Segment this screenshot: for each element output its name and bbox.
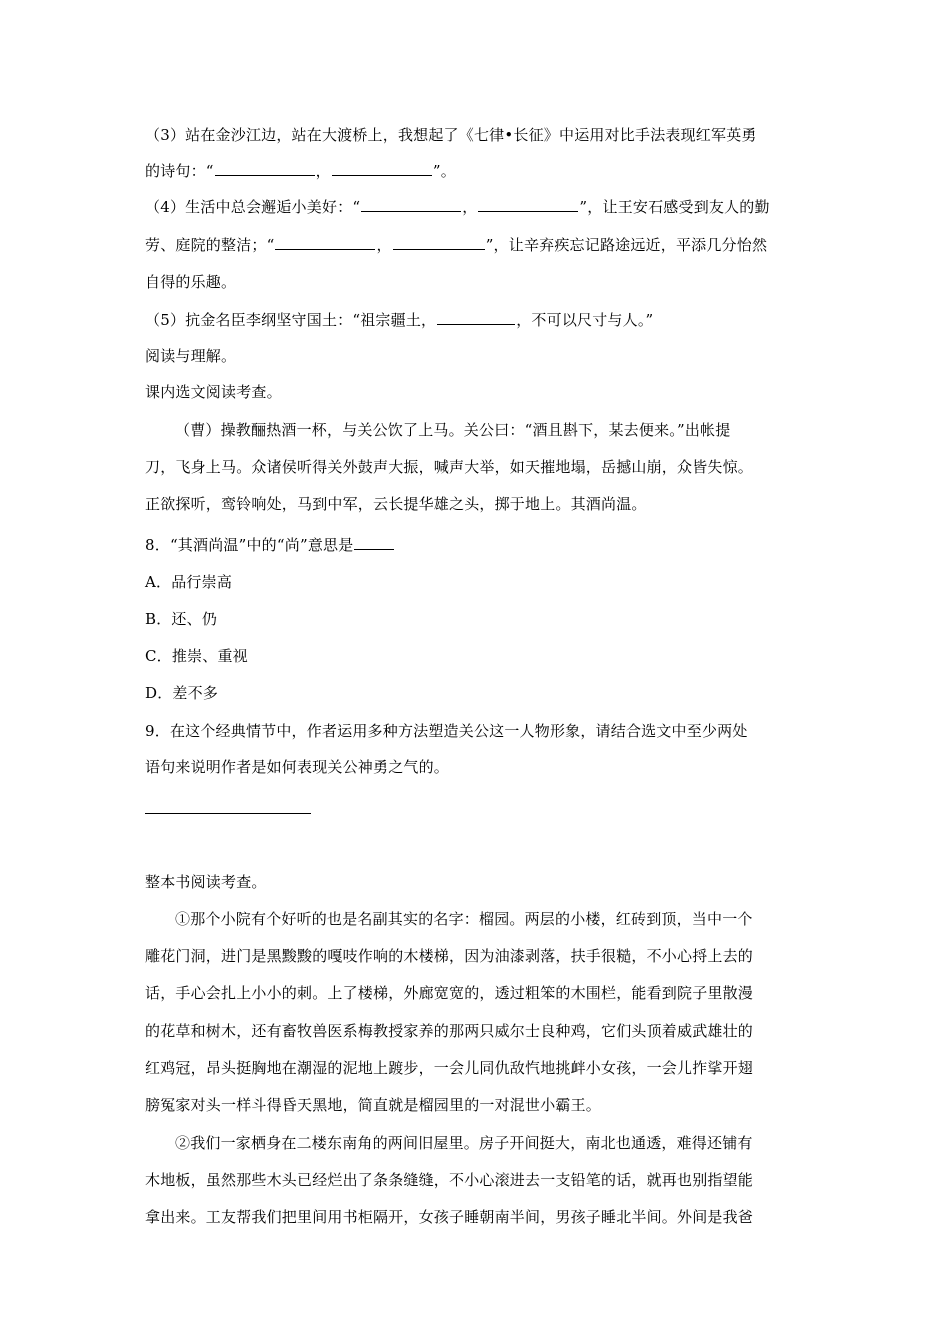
q3-text-separator: ， <box>315 162 331 180</box>
passage1-line-3: 正欲探听，鸾铃响处，马到中军，云长提华雄之头，掷于地上。其酒尚温。 <box>145 495 647 513</box>
q8-stem: 8．“其酒尚温”中的“尚”意思是 <box>145 536 354 554</box>
q4-blank-1[interactable] <box>361 197 461 212</box>
passage2-p2-line-2: 木地板，虽然那些木头已经烂出了条条缝缝，不小心滚进去一支铅笔的话，就再也别指望能 <box>145 1171 754 1189</box>
q4-blank-4[interactable] <box>393 235 485 250</box>
q4-text-prefix-2: 劳、庭院的整洁；“ <box>145 236 275 254</box>
q3-blank-2[interactable] <box>332 161 432 176</box>
q5-text-suffix: ，不可以尺寸与人。” <box>516 311 654 329</box>
section-reading-heading: 阅读与理解。 <box>145 347 237 365</box>
q4-text-separator: ， <box>462 198 478 216</box>
q8-option-a[interactable]: A．品行崇高 <box>145 573 233 591</box>
q3-text-prefix: 的诗句：“ <box>145 162 214 180</box>
passage2-p1-line-1: ①那个小院有个好听的也是名副其实的名字：榴园。两层的小楼，红砖到顶，当中一个 <box>175 910 753 928</box>
q4-text-suffix-2: ”，让辛弃疾忘记路途远近，平添几分怡然 <box>485 236 768 254</box>
q9-line-1: 9．在这个经典情节中，作者运用多种方法塑造关公这一人物形象，请结合选文中至少两处 <box>145 722 748 740</box>
passage2-p2-line-1: ②我们一家栖身在二楼东南角的两间旧屋里。房子开间挺大，南北也通透，难得还铺有 <box>175 1134 753 1152</box>
q4-text-separator-2: ， <box>376 236 392 254</box>
q8-blank[interactable] <box>354 535 394 550</box>
q8-option-b[interactable]: B．还、仍 <box>145 610 218 628</box>
q4-text-suffix: ”，让王安石感受到友人的勤 <box>579 198 770 216</box>
q5-text-prefix: （5）抗金名臣李纲坚守国土：“祖宗疆土， <box>145 311 437 329</box>
q8-option-d[interactable]: D．差不多 <box>145 684 219 702</box>
q4-line-1 <box>145 197 815 217</box>
passage2-p1-line-5: 红鸡冠，昂头挺胸地在潮湿的泥地上踱步，一会儿同仇敌忾地挑衅小女孩，一会儿拃挲开翅 <box>145 1059 754 1077</box>
q5-blank[interactable] <box>437 310 515 325</box>
passage1-line-1: （曹）操教酾热酒一杯，与关公饮了上马。关公曰：“酒且斟下，某去便来。”出帐提 <box>175 421 731 439</box>
q3-blank-1[interactable] <box>215 161 315 176</box>
passage1-line-2: 刀，飞身上马。众诸侯听得关外鼓声大振，喊声大举，如天摧地塌，岳撼山崩，众皆失惊。 <box>145 458 754 476</box>
q5-line <box>145 310 815 330</box>
section-wholebook-heading: 整本书阅读考查。 <box>145 873 267 891</box>
q3-text: （3）站在金沙江边，站在大渡桥上，我想起了《七律•长征》中运用对比手法表现红军英勇 <box>145 126 757 144</box>
q4-text-prefix: （4）生活中总会邂逅小美好：“ <box>145 198 361 216</box>
q4-line-2 <box>145 235 815 255</box>
q4-text-end: 自得的乐趣。 <box>145 273 237 291</box>
passage2-p2-line-3: 拿出来。工友帮我们把里间用书柜隔开，女孩子睡朝南半间，男孩子睡北半间。外间是我爸 <box>145 1208 754 1226</box>
q9-answer-line[interactable] <box>145 813 311 814</box>
passage2-p1-line-2: 雕花门洞，进门是黑黢黢的嘎吱作响的木楼梯，因为油漆剥落，扶手很糙，不小心捋上去的 <box>145 947 754 965</box>
q3-text-suffix: ”。 <box>432 162 456 180</box>
q3-line-1 <box>145 125 815 145</box>
passage2-p1-line-4: 的花草和树木，还有畜牧兽医系梅教授家养的那两只威尔士良种鸡，它们头顶着威武雄壮的 <box>145 1022 754 1040</box>
section-inclass-heading: 课内选文阅读考查。 <box>145 383 282 401</box>
q3-line-2 <box>145 161 815 181</box>
passage2-p1-line-6: 膀冤家对头一样斗得昏天黑地，简直就是榴园里的一对混世小霸王。 <box>145 1096 602 1114</box>
q8-stem-line <box>145 535 815 555</box>
q4-line-3 <box>145 272 815 292</box>
q4-blank-3[interactable] <box>275 235 375 250</box>
q4-blank-2[interactable] <box>478 197 578 212</box>
passage2-p1-line-3: 话，手心会扎上小小的刺。上了楼梯，外廊宽宽的，透过粗笨的木围栏，能看到院子里散漫 <box>145 984 754 1002</box>
q8-option-c[interactable]: C．推崇、重视 <box>145 647 248 665</box>
q9-line-2: 语句来说明作者是如何表现关公神勇之气的。 <box>145 758 450 776</box>
